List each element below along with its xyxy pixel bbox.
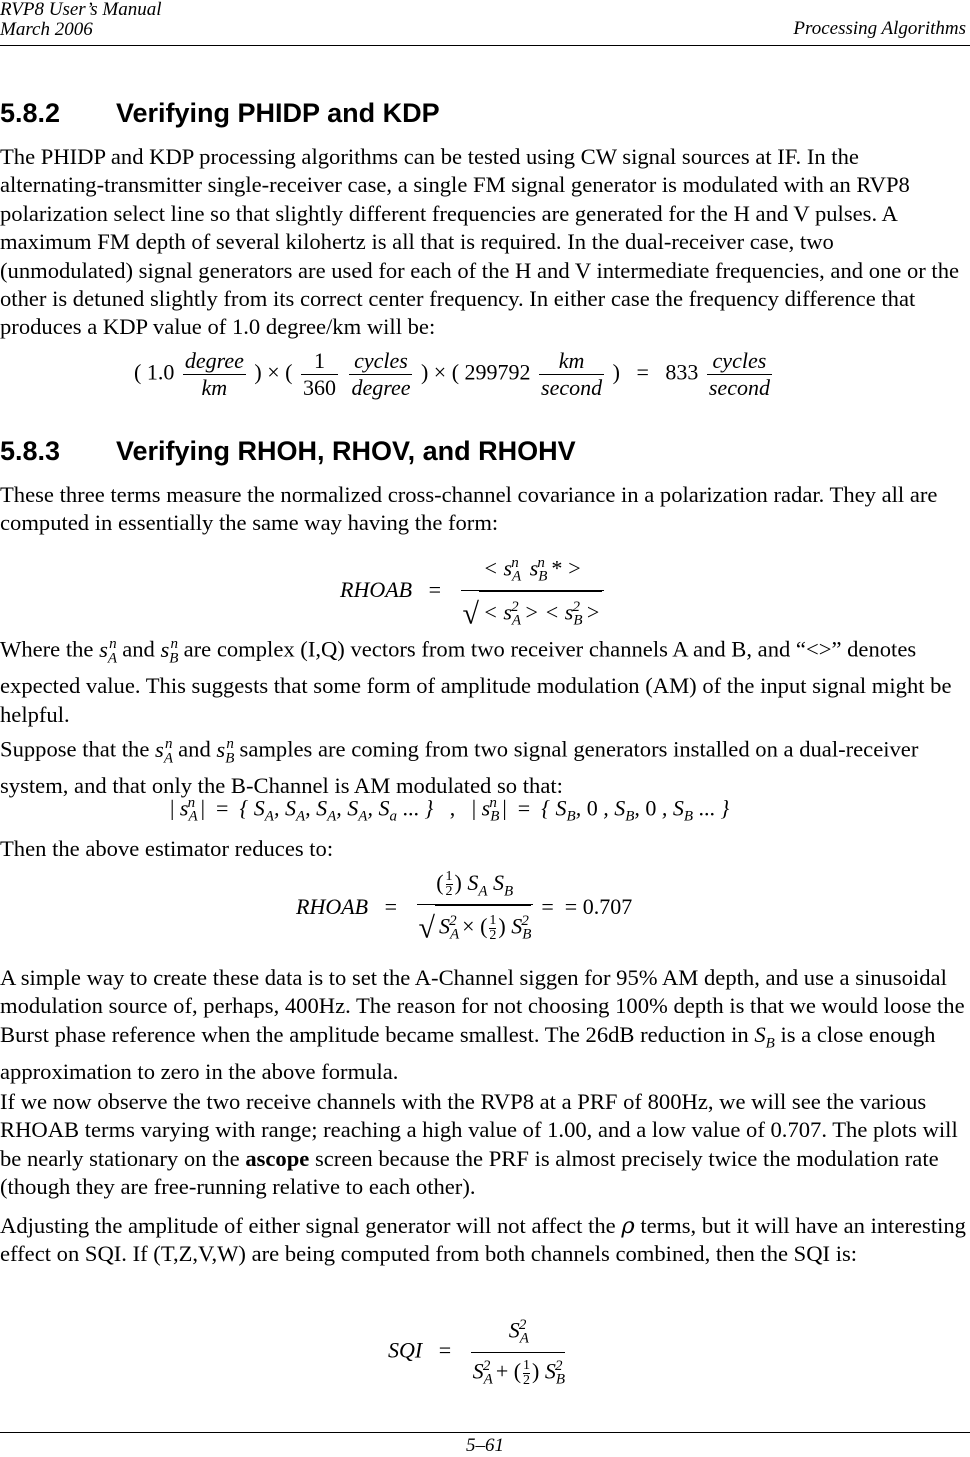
eq-num: 1 [301,348,338,375]
text: A simple way to create these data is to set the A-Channel siggen for 95% AM depth, and use a sinusoidal modulation source of, perhaps, 400Hz. The reason for not choosing 100% depth is that we would loose the Burst phase reference when the amplitude became smallest. The 26dB reduction in [0,965,965,1047]
equation-sqi: SQI = $S_A^2$ $S_A^2$ + ( $\frac{1}{2}$ ) $S_B^2$ [388,1312,568,1392]
eq-num: cycles [707,348,772,375]
equation-rhoab-definition: RHOAB = $\frac{< s_A^n s_B^n * >}{√ < s_A^2 > < s_B^2 >}$ [340,550,607,633]
eq-fraction: $\frac{< s_A^n s_B^n * >}{√ < s_A^2 > < s_B^2 >}$ [461,550,605,633]
eq-fraction [183,348,246,401]
paragraph-observe [0,1088,966,1202]
equation-kdp-frequency: ( 1.0 $\frac{\text{degree}}{km}$ ) × ( $\frac{1}{360}$ $\frac{\text{cycles}}{\text{degree}}$ ) × ( 299792 $\frac{km}{\text{second}}$ ) = 833 $\frac{\text{cycles}}{\text{second}}$ [134,348,770,400]
text: is a close enough approximation to zero in the above formula. [0,1021,936,1084]
eq-den: second [541,375,603,400]
text: and [116,636,161,662]
section-title: Verifying PHIDP and KDP [116,98,440,128]
eq-value: 299792 [464,359,531,385]
eq-fraction: $S_A^2$ $S_A^2$ + ( $\frac{1}{2}$ ) $S_B^2$ [471,1312,565,1392]
section-title: Verifying RHOH, RHOV, and RHOHV [116,436,576,466]
text: samples are coming from two signal generators installed on a dual-receiver system, and that only the B-Channel is AM modulated so that: [0,736,919,799]
eq-num: km [539,348,604,375]
eq-fraction [707,348,772,401]
eq-num: cycles [349,348,412,375]
section-heading-5-8-2 [0,98,440,129]
equation-amplitude-sequences: | $s_A^n$ | = { $S_A$, $S_A$, $S_A$, $S_A$, $S_a$ ... } , | $s_B^n$ | = { $S_B$, 0 , $S_B$, 0 , $S_B$ ... } [170,795,730,825]
text: Adjusting the amplitude of either signal generator will not affect the [0,1213,622,1238]
eq-fraction [301,348,338,401]
eq-den: second [708,375,770,400]
chapter-title: Processing Algorithms [793,18,966,39]
page-header [0,0,970,46]
ascope-term: ascope [245,1145,310,1171]
manual-name: RVP8 User’s Manual [0,0,162,20]
paragraph-where: Where the $s_A^n$ and $s_B^n$ are complex (I,Q) vectors from two receiver channels A and B, and “<>” denotes expected value. This suggests that some form of amplitude modulation (AM) of the input signal might be helpful. [0,636,952,727]
text: If we now observe the two receive channels with the RVP8 at a PRF of 800Hz, we will see the various RHOAB terms varying with range; reaching a high value of 1.00, and a low value of 0.707. The plots will be nearly stationary on the [0,1089,958,1171]
text: screen because the PRF is almost precisely twice the modulation rate (though they are free-running relative to each other). [0,1145,939,1200]
eq-result: 0.707 [582,894,633,920]
section-heading-5-8-3 [0,436,576,467]
header-rule [0,45,970,46]
text: Where the [0,636,100,662]
eq-value: 1.0 [146,359,175,385]
eq-fraction: ( $\frac{1}{2}$ ) $S_A$ $S_B$ √ $S_A^2$ × ( $\frac{1}{2}$ ) $S_B^2$ [417,870,533,948]
text: are complex (I,Q) vectors from two receiver channels A and B, and “<>” denotes expected value. This suggests that some form of amplitude modulation (AM) of the input signal might be helpful. [0,636,952,727]
text: and [172,736,217,762]
eq-den: degree [351,375,411,400]
eq-lhs: RHOAB [296,894,369,920]
manual-title [0,0,162,40]
eq-den: km [201,375,228,400]
eq-fraction [539,348,604,401]
paragraph-simple-way: A simple way to create these data is to set the A-Channel siggen for 95% AM depth, and use a sinusoidal modulation source of, perhaps, 400Hz. The reason for not choosing 100% depth is that we would loose the Burst phase reference when the amplitude became smallest. The 26dB reduction in $S_B$ is a close enough approximation to zero in the above formula. [0,965,965,1084]
section-number: 5.8.3 [0,436,61,466]
paragraph-adjust: Adjusting the amplitude of either signal generator will not affect the ρ terms, but it will have an interesting effect on SQI. If (T,Z,V,W) are being computed from both channels combined, then the SQI is: [0,1213,966,1267]
paragraph-phidp: The PHIDP and KDP processing algorithms can be tested using CW signal sources at IF. In the alternating-transmitter single-receiver case, a single FM signal generator is modulated with an RVP8 polarization select line so that slightly different frequencies are generated for the H and V pulses. A maximum FM depth of several kilohertz is all that is required. In the dual-receiver case, two (unmodulated) signal generators are used for each of the H and V intermediate frequencies, and one or the other is detuned slightly from its correct center frequency. In either case the frequency difference that produces a KDP value of 1.0 degree/km will be: [0,144,960,340]
eq-result: 833 [665,359,699,385]
eq-num: degree [184,348,244,373]
paragraph-then: Then the above estimator reduces to: [0,836,334,861]
text: Suppose that the [0,736,156,762]
section-number: 5.8.2 [0,98,61,128]
equation-rhoab-reduced: RHOAB = ( $\frac{1}{2}$ ) $S_A$ $S_B$ √ $S_A^2$ × ( $\frac{1}{2}$ ) $S_B^2$ = = 0.707 [296,870,632,948]
text: terms, but it will have an interesting effect on SQI. If (T,Z,V,W) are being computed from both channels combined, then the SQI is: [0,1213,966,1267]
eq-lhs: RHOAB [340,576,413,602]
paragraph-suppose: Suppose that the $s_A^n$ and $s_B^n$ samples are coming from two signal generators installed on a dual-receiver system, and that only the B-Channel is AM modulated so that: [0,736,919,799]
page-number: 5–61 [466,1435,504,1456]
paragraph-rho-intro: These three terms measure the normalized cross-channel covariance in a polarization radar. They all are computed in essentially the same way having the form: [0,482,938,536]
eq-fraction [349,348,412,401]
eq-lhs: SQI [388,1337,423,1363]
eq-den: 360 [302,375,336,400]
manual-date: March 2006 [0,19,93,40]
footer-rule [0,1432,970,1433]
